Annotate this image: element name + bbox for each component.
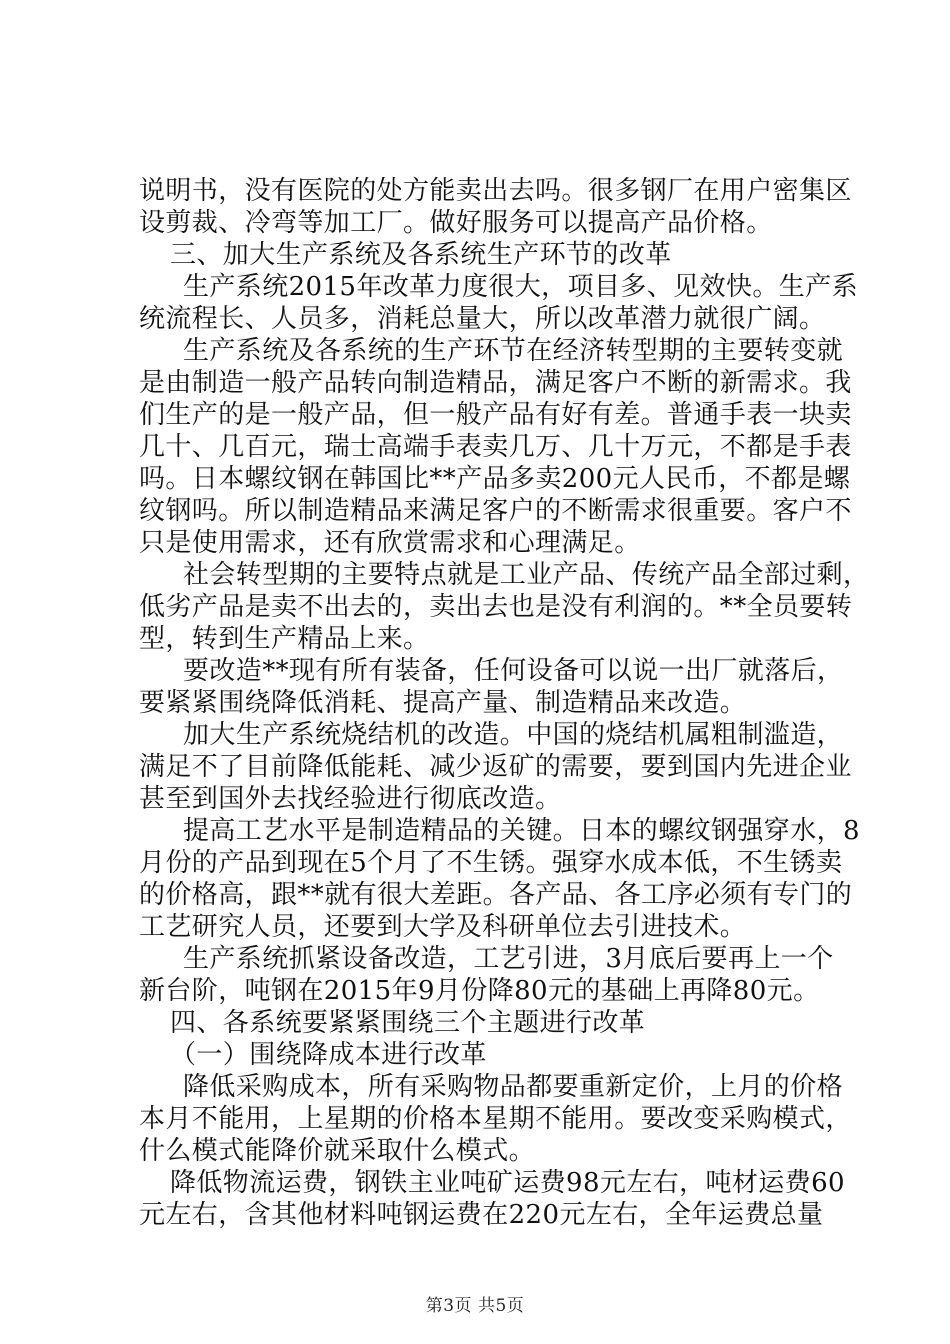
text-line: 社会转型期的主要特点就是工业产品、传统产品全部过剩， <box>183 560 870 590</box>
text-line: 生产系统及各系统的生产环节在经济转型期的主要转变就 <box>183 336 844 366</box>
text-line: 只是使用需求，还有欣赏需求和心理满足。 <box>139 528 641 558</box>
text-line: 的价格高，跟**就有很大差距。各产品、各工序必须有专门的 <box>139 880 853 910</box>
text-line: 满足不了目前降低能耗、减少返矿的需要，要到国内先进企业 <box>139 752 852 782</box>
text-line: 元左右，含其他材料吨钢运费在220元左右，全年运费总量 <box>139 1200 824 1230</box>
text-line: 降低采购成本，所有采购物品都要重新定价，上月的价格 <box>183 1072 844 1102</box>
text-line: 吗。日本螺纹钢在韩国比**产品多卖200元人民币，不都是螺 <box>139 464 851 494</box>
text-line: 设剪裁、冷弯等加工厂。做好服务可以提高产品价格。 <box>139 208 773 238</box>
text-line: 是由制造一般产品转向制造精品，满足客户不断的新需求。我 <box>139 368 852 398</box>
subsection-heading: （一）围绕降成本进行改革 <box>170 1040 487 1070</box>
section-heading: 四、各系统要紧紧围绕三个主题进行改革 <box>170 1008 646 1038</box>
text-line: 月份的产品到现在5个月了不生锈。强穿水成本低，不生锈卖 <box>139 848 843 878</box>
text-line: 什么模式能降价就采取什么模式。 <box>139 1136 536 1166</box>
text-line: 本月不能用，上星期的价格本星期不能用。要改变采购模式， <box>139 1104 852 1134</box>
text-line: 们生产的是一般产品，但一般产品有好有差。普通手表一块卖 <box>139 400 852 430</box>
text-line: 工艺研究人员，还要到大学及科研单位去引进技术。 <box>139 912 747 942</box>
text-line: 低劣产品是卖不出去的，卖出去也是没有利润的。**全员要转 <box>139 592 853 622</box>
text-line: 生产系统2015年改革力度很大，项目多、见效快。生产系 <box>183 272 858 302</box>
text-line: 型，转到生产精品上来。 <box>139 624 430 654</box>
text-line: 提高工艺水平是制造精品的关键。日本的螺纹钢强穿水，8 <box>183 816 860 846</box>
text-line: 要紧紧围绕降低消耗、提高产量、制造精品来改造。 <box>139 688 747 718</box>
text-line: 纹钢吗。所以制造精品来满足客户的不断需求很重要。客户不 <box>139 496 852 526</box>
text-line: 几十、几百元，瑞士高端手表卖几万、几十万元，不都是手表 <box>139 432 852 462</box>
text-line: 生产系统抓紧设备改造，工艺引进，3月底后要再上一个 <box>183 944 834 974</box>
text-line: 降低物流运费，钢铁主业吨矿运费98元左右，吨材运费60 <box>170 1168 845 1198</box>
text-line: 新台阶，吨钢在2015年9月份降80元的基础上再降80元。 <box>139 976 820 1006</box>
text-line: 要改造**现有所有装备，任何设备可以说一出厂就落后， <box>183 656 844 686</box>
text-line: 甚至到国外去找经验进行彻底改造。 <box>139 784 562 814</box>
section-heading: 三、加大生产系统及各系统生产环节的改革 <box>170 240 672 270</box>
page-number-footer: 第3页 共5页 <box>425 1296 525 1316</box>
text-line: 统流程长、人员多，消耗总量大，所以改革潜力就很广阔。 <box>139 304 826 334</box>
text-line: 加大生产系统烧结机的改造。中国的烧结机属粗制滥造， <box>183 720 844 750</box>
text-line: 说明书，没有医院的处方能卖出去吗。很多钢厂在用户密集区 <box>139 176 852 206</box>
